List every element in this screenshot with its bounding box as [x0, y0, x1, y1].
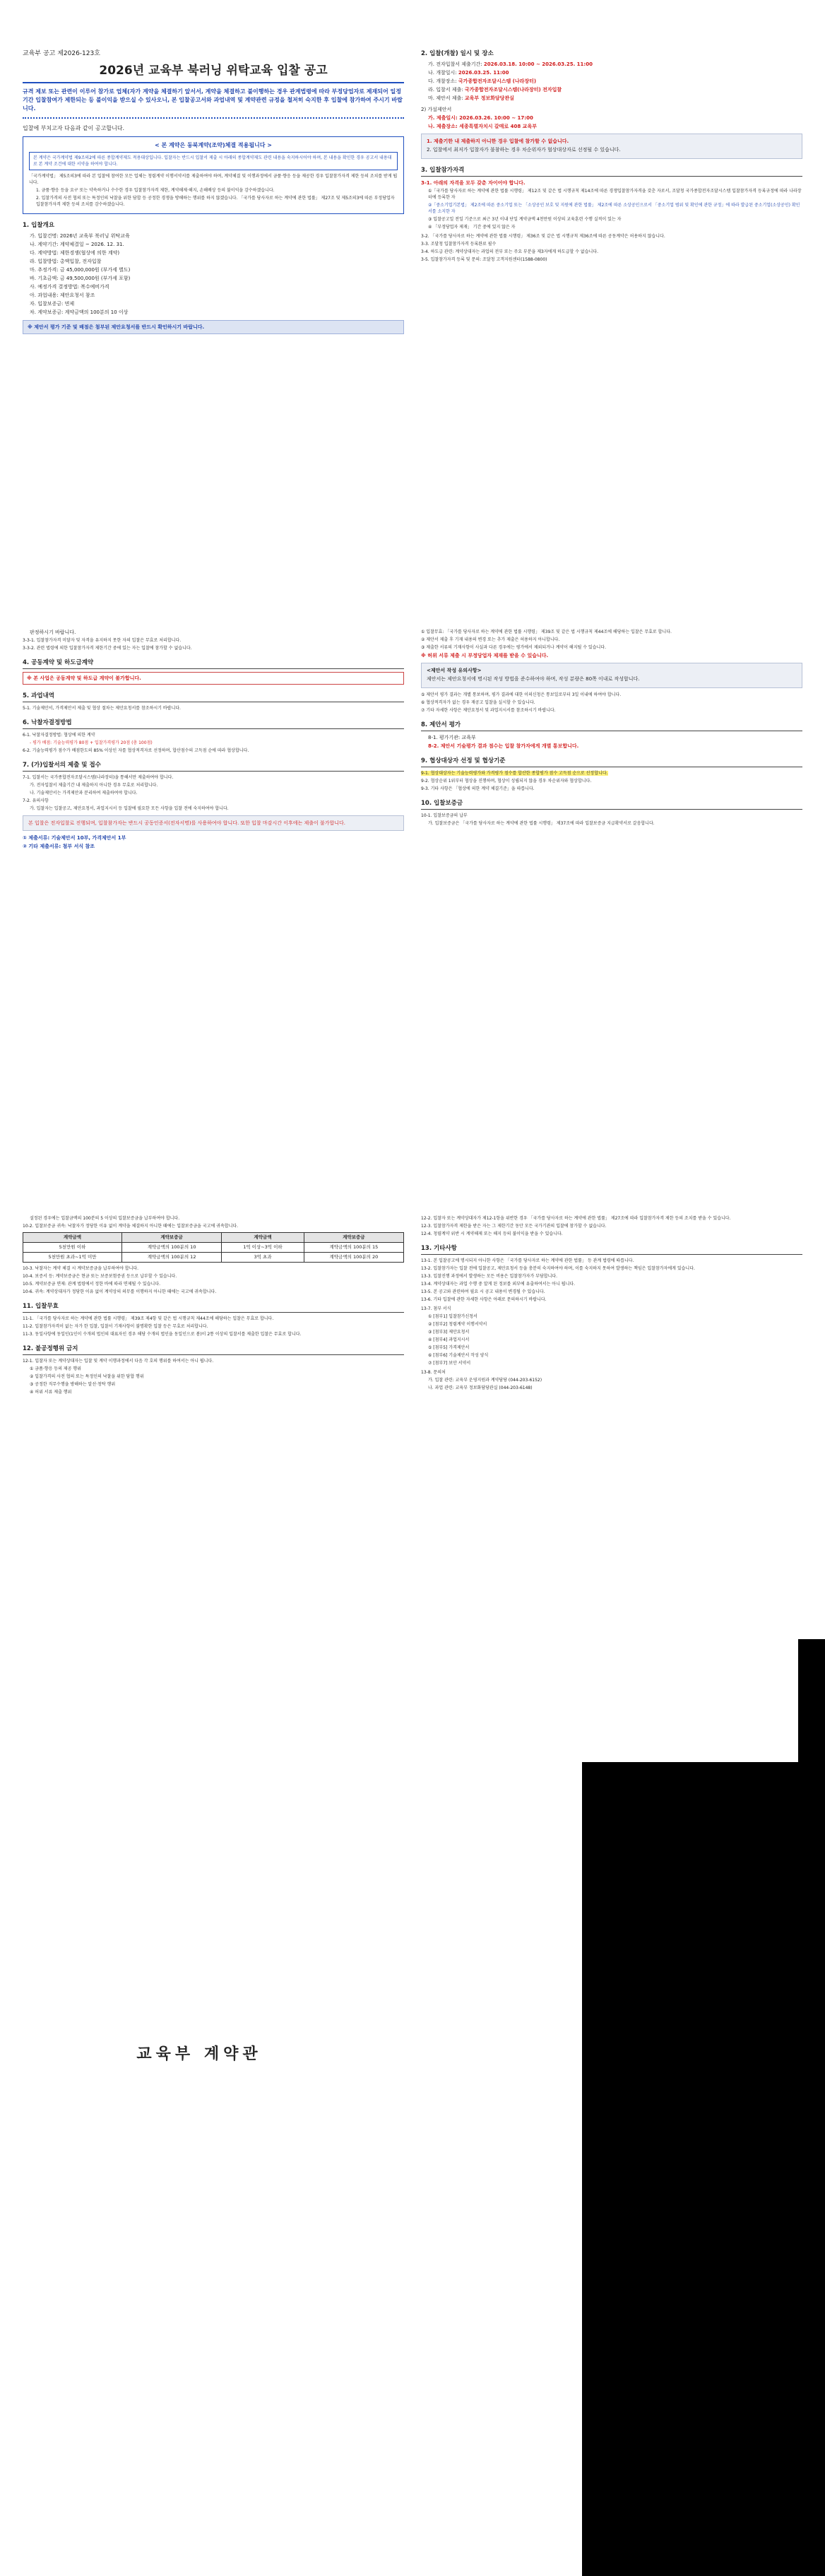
s1-row: 아. 과업내용: 제안요청서 참조	[30, 293, 95, 298]
attach-item: ⑤ [첨부5] 가격제안서	[428, 1345, 470, 1350]
page-6	[421, 1215, 802, 1724]
section-7-title: 7. (가)입찰서의 제출 및 접수	[23, 761, 404, 772]
s2-item-label: 가. 전자입찰서 제출기간	[428, 61, 481, 67]
s2-item: 가. 전자입찰서 제출기간: 2026.03.18. 10:00 ~ 2026.03.25. 11:00	[428, 61, 593, 67]
s2-item: 다. 개찰장소: 국가종합전자조달시스템 (나라장터)	[428, 78, 537, 84]
s13-item: 13-6. 기타 입찰에 관한 자세한 사항은 아래로 문의하시기 바랍니다.	[421, 1297, 547, 1302]
section-3-title: 3. 입찰참가자격	[421, 166, 802, 177]
attach-item: ② [첨부2] 청렴계약 이행서약서	[428, 1322, 487, 1327]
s11-3: 11-3. 동일사항에 동일인(1인이 수개의 법인의 대표자인 경우 해당 수개의 법인을 동일인으로 봄)이 2통 이상의 입찰서를 제출한 입찰은 무효로 합니다.	[23, 1332, 302, 1337]
attach-item: ① [첨부1] 입찰참가신청서	[428, 1314, 477, 1319]
s13-item: 13-1. 본 입찰공고에 명시되지 아니한 사항은 「국가를 당사자로 하는 계약에 관한 법률」 등 관계 법령에 따릅니다.	[421, 1258, 634, 1263]
p4-line: ② 제안서 제출 후 기재 내용의 변경 또는 추가 제출은 허용하지 아니합니다.	[421, 637, 560, 642]
p4-gray-text: 제안서는 제안요청서에 명시된 작성 방법을 준수하여야 하며, 작성 분량은 80쪽 이내로 작성합니다.	[427, 676, 640, 682]
table-cell: 1억 이상~3억 이하	[222, 1243, 304, 1253]
s13-item: 13-3. 입찰진행 과정에서 발생하는 모든 비용은 입찰참가자가 부담합니다.	[421, 1274, 558, 1279]
black-region	[798, 1639, 825, 1766]
p3-blue2: ② 기타 제출서류: 첨부 서식 참조	[23, 844, 95, 849]
s8-2: 8-2. 제안서 기술평가 결과 점수는 입찰 참가자에게 개별 통보합니다.	[428, 743, 579, 749]
s2-note: 1. 제출기한 내 제출하지 아니한 경우 입찰에 참가할 수 없습니다.	[427, 138, 569, 144]
s1-row: 라. 입찰방법: 총액입찰, 전자입찰	[30, 259, 102, 264]
s3-5: 3-5. 입찰참가자격 등록 및 문의: 조달청 고객지원센터(1588-0800)	[421, 257, 547, 262]
section-5-title: 5. 과업내역	[23, 692, 404, 702]
table-cell: 계약금액의 100분의 20	[304, 1253, 403, 1263]
attach-item: ⑥ [첨부6] 기술제안서 작성 양식	[428, 1353, 489, 1358]
s1-row: 나. 계약기간: 계약체결일 ~ 2026. 12. 31.	[30, 242, 124, 247]
table-header-cell: 계약보증금	[304, 1233, 403, 1243]
s2-item-value: 국가종합전자조달시스템(나라장터) 전자입찰	[464, 87, 562, 93]
table-cell: 5천만원 이하	[23, 1243, 122, 1253]
p3-shade-box	[23, 815, 404, 831]
s13-item: 13-2. 입찰참가자는 입찰 전에 입찰공고, 제안요청서 등을 충분히 숙지하여야 하며, 이를 숙지하지 못하여 발생하는 책임은 입찰참가자에게 있습니다.	[421, 1266, 695, 1271]
contact-line: 나. 과업 관련: 교육부 정보화담당관실 (044-203-6148)	[428, 1386, 533, 1390]
p5-l4: 10-4. 보증서 등: 계약보증금은 현금 또는 보증보험증권 등으로 납부할 수 있습니다.	[23, 1274, 177, 1279]
s1-row: 바. 기초금액: 금 49,500,000원 (부가세 포함)	[30, 276, 131, 281]
section-1-list	[23, 232, 404, 316]
notice-title: 2026년 교육부 북러닝 위탁교육 입찰 공고	[99, 64, 328, 78]
s2-sub-item: 나. 제출장소: 세종특별자치시 갈매로 408 교육부	[428, 124, 537, 129]
table-header-cell: 계약금액	[23, 1233, 122, 1243]
page-1	[23, 49, 404, 558]
p5-l6: 10-6. 귀속: 계약상대자가 정당한 이유 없이 계약상의 의무를 이행하지 아니한 때에는 국고에 귀속합니다.	[23, 1289, 217, 1294]
intro-text: 규격 제보 또는 관련이 이루어 참가로 업체(자가 계약을 체결하기 앞서서, 계약을 체결하고 불이행하는 경우 관계법령에 따라 부정당업자로 제재되어 일정기간 입찰참여가 제한되는 등 불이익을 받으실 수 있사오니, 본 입찰공고서와 과업내역 및 계약관련 규정을 철저히 숙지한 후 입찰에 참가하여 주시기 바랍니다.	[23, 88, 403, 112]
notice-box-line1: 본 계약은 국가계약법 제9조의2에 따른 종합계약제도 적용대상입니다. 입찰자는 반드시 입찰서 제출 시 아래의 종합계약제도 관련 내용을 숙지하시어야 하며, 본 내용을 확인한 경우 공고서 내용대로 본 계약 조건에 대한 서약을 하여야 합니다.	[29, 152, 398, 170]
s12-item: ① 금품·향응 등의 제공 행위	[30, 1366, 81, 1371]
p4-item: ⑥ 협상적격자가 없는 경우 재공고 입찰을 실시할 수 있습니다.	[421, 700, 535, 705]
s1-row: 다. 계약방법: 제한경쟁(협상에 의한 계약)	[30, 250, 120, 256]
p3-blue1: ① 제출서류: 기술제안서 10부, 가격제안서 1부	[23, 835, 126, 841]
table-header-cell: 계약금액	[222, 1233, 304, 1243]
table-cell: 계약금액의 100분의 15	[304, 1243, 403, 1253]
s7-2a: 가. 입찰자는 입찰공고, 제안요청서, 과업지시서 등 입찰에 필요한 모든 사항을 입찰 전에 숙지하여야 합니다.	[30, 806, 229, 811]
table-cell: 계약금액의 100분의 12	[121, 1253, 221, 1263]
section-11-title: 11. 입찰무효	[23, 1302, 404, 1313]
p6-l2: 12-3. 입찰참가자격 제한을 받은 자는 그 제한기간 동안 모든 국가기관의 입찰에 참가할 수 없습니다.	[421, 1224, 607, 1229]
s2-sub-title: 2) 가설제안서	[421, 107, 452, 112]
intro-divider	[23, 117, 404, 119]
s3-lead: 3-1. 아래의 자격을 모두 갖춘 자이어야 합니다.	[421, 180, 526, 186]
section-12-title: 12. 불공정행위 금지	[23, 1345, 404, 1355]
s10-1a: 가. 입찰보증금은 「국가를 당사자로 하는 계약에 관한 법률 시행령」 제37조에 따라 입찰보증금 지급확약서로 갈음합니다.	[428, 821, 655, 826]
page-3	[23, 629, 404, 1123]
s3-item: ④ 「부정당업자 제재」 기간 중에 있지 않은 자	[428, 225, 516, 230]
s3-2: 3-2. 「국가를 당사자로 하는 계약에 관한 법률 시행령」 제36조 및 같은 법 시행규칙 제36조에 따른 공동계약은 허용하지 않습니다.	[421, 234, 665, 239]
s3-item: ②「중소기업기본법」 제2조에 따른 중소기업 또는 「소상공인 보호 및 지원에 관한 법률」 제2조에 따른 소상공인으로서 「중소기업 범위 및 확인에 관한 규정」에 따라 발급된 중소기업(소상공인) 확인서를 소지한 자	[428, 203, 800, 214]
s1-row: 마. 추정가격: 금 45,000,000원 (부가세 별도)	[30, 267, 131, 273]
contracting-officer-signature: 교육부 계약관	[136, 2045, 262, 2063]
section-6-title: 6. 낙찰자결정방법	[23, 719, 404, 729]
page-5	[23, 1215, 404, 1724]
p6-l1: 12-2. 입찰자 또는 계약상대자가 제12-1항을 위반한 경우 「국가를 당사자로 하는 계약에 관한 법률」 제27조에 따라 입찰참가자격 제한 등의 조치를 받을 수 있습니다.	[421, 1216, 731, 1221]
p5-l5: 10-5. 계약보증금 면제: 관계 법령에서 정한 바에 따라 면제될 수 있습니다.	[23, 1282, 161, 1287]
s9-3: 9-3. 기타 사항은 「협상에 의한 계약 체결기준」을 따릅니다.	[421, 786, 535, 791]
notice-box-title: < 본 계약은 동북계약(조약)체결 적용됩니다 >	[154, 142, 273, 148]
s11-1: 11-1. 「국가를 당사자로 하는 계약에 관한 법률 시행령」 제39조 제4항 및 같은 법 시행규칙 제44조에 해당하는 입찰은 무효로 합니다.	[23, 1316, 274, 1321]
s6-1: 6-1. 낙찰자결정방법: 협상에 의한 계약	[23, 733, 95, 738]
s2-item-label: 마. 제안서 제출	[428, 95, 462, 101]
p6-l3: 12-4. 청렴계약 위반 시 계약해제 또는 해지 등의 불이익을 받을 수 있습니다.	[421, 1231, 563, 1236]
s9-1	[421, 770, 802, 776]
s2-item-value: 2026.03.25. 11:00	[458, 70, 509, 76]
section-2-list	[421, 61, 802, 102]
table-row	[23, 1243, 404, 1253]
section-8-title: 8. 제안서 평가	[421, 721, 802, 731]
s2-item-label: 나. 개찰일시	[428, 70, 456, 76]
notice-box-item2: 2. 입찰가격의 사전 협의 또는 특정인의 낙찰을 위한 담합 등 공정한 경쟁을 방해하는 행위를 하지 않겠습니다. 「국가를 당사자로 하는 계약에 관한 법률」 제27조 및 제5조의3에 따른 부정당업자 입찰참가자격 제한 등의 조치를 감수하겠습니다.	[36, 196, 395, 207]
black-region	[582, 1762, 825, 2576]
page-4	[421, 629, 802, 1123]
p4-item: ⑦ 기타 자세한 사항은 제안요청서 및 과업지시서를 참조하시기 바랍니다.	[421, 708, 556, 713]
contact-title: 13-8. 문의처	[421, 1370, 446, 1375]
p4-line: ③ 제출한 서류의 기재사항이 사실과 다른 경우에는 평가에서 제외되거나 계약이 해지될 수 있습니다.	[421, 645, 607, 650]
section-9-title: 9. 협상대상자 선정 및 협상기준	[421, 757, 802, 767]
s1-row: 자. 입찰보증금: 면제	[30, 301, 75, 307]
s3-list	[421, 188, 802, 230]
notice-box-item1: 1. 금품·향응 등을 요구 또는 약속하거나 수수한 경우 입찰참가자격 제한, 계약해제·해지, 손해배상 등의 불이익을 감수하겠습니다.	[36, 188, 275, 193]
section-4-note: ※ 본 사업은 공동계약 및 하도급 계약이 불가합니다.	[23, 672, 404, 685]
table-row	[23, 1253, 404, 1263]
p5-top: 설정된 경우에는 입찰금액의 100분의 5 이상의 입찰보증금을 납부하여야 합니다.	[30, 1216, 180, 1221]
p3-c2: 3-3-2. 관련 법령에 의한 입찰참가자격 제한기간 중에 있는 자는 입찰에 참가할 수 없습니다.	[23, 646, 192, 651]
p3-continued: 판정하시기 바랍니다.	[30, 630, 76, 635]
s12-item: ④ 허위 서류 제출 행위	[30, 1390, 72, 1395]
p4-line: ① 입찰무효: 「국가를 당사자로 하는 계약에 관한 법률 시행령」 제39조 및 같은 법 시행규칙 제44조에 해당하는 입찰은 무효로 합니다.	[421, 630, 672, 634]
attach-item: ④ [첨부4] 과업지시서	[428, 1337, 470, 1342]
attach-item: ⑦ [첨부7] 보안 서약서	[428, 1361, 471, 1366]
section-13-title: 13. 기타사항	[421, 1244, 802, 1255]
attach-item: ③ [첨부3] 제안요청서	[428, 1330, 470, 1335]
s3-4: 3-4. 하도급 관련: 계약상대자는 과업의 전부 또는 주요 부분을 제3자에게 하도급할 수 없습니다.	[421, 249, 598, 254]
page-2	[421, 49, 802, 558]
s9-2: 9-2. 협상순위 1위부터 협상을 진행하며, 협상이 성립되지 않을 경우 차순위자와 협상합니다.	[421, 779, 592, 784]
contact-line: 가. 입찰 관련: 교육부 운영지원과 계약담당 (044-203-6152)	[428, 1378, 542, 1383]
p4-red-line: ※ 허위 서류 제출 시 부정당업자 제재를 받을 수 있습니다.	[421, 653, 549, 658]
table-cell: 5천만원 초과~1억 미만	[23, 1253, 122, 1263]
s1-row: 가. 입찰건명: 2026년 교육부 북러닝 위탁교육	[30, 233, 130, 239]
section-2-title: 2. 입찰(개찰) 일시 및 장소	[421, 50, 494, 57]
s9-1-text: 9-1. 협상대상자는 기술능력평가와 가격평가 점수를 합산한 종합평가 점수 고득점 순으로 선정합니다.	[421, 771, 608, 776]
s1-row: 사. 예정가격 결정방법: 복수예비가격	[30, 284, 109, 290]
p4-gray-box	[421, 663, 802, 688]
s12-item: ② 입찰가격의 사전 협의 또는 특정인의 낙찰을 위한 담합 행위	[30, 1374, 144, 1379]
s3-item: ①「국가를 당사자로 하는 계약에 관한 법률 시행령」 제12조 및 같은 법 시행규칙 제14조에 따른 경쟁입찰참가자격을 갖춘 자로서, 조달청 국가종합전자조달시스템 입찰참가자격 등록규정에 따라 나라장터에 등록한 자	[428, 189, 802, 200]
notice-box-line2: 「국가계약법」 제5조의3에 따라 본 입찰에 참여한 모든 업체는 청렴계약 이행서약서를 제출하여야 하며, 계약체결 및 이행과정에서 금품·향응 등을 제공한 경우 입찰참가자격 제한 등의 조치를 받게 됩니다.	[29, 174, 398, 185]
s7-1: 7-1. 입찰서는 국가종합전자조달시스템(나라장터)을 통해서만 제출하여야 합니다.	[23, 775, 174, 780]
s7-1a: 가. 전자입찰서 제출기간 내 제출하지 아니한 경우 무효로 처리합니다.	[30, 783, 158, 788]
s6-2: 6-2. 기술능력평가 점수가 배점한도의 85% 이상인 자를 협상적격자로 선정하며, 합산점수의 고득점 순에 따라 협상합니다.	[23, 748, 249, 753]
s2-item-label: 라. 입찰서 제출	[428, 87, 462, 93]
s3-3: 3-3. 조달청 입찰참가자격 등록완료 필수	[421, 242, 497, 247]
s2-item: 라. 입찰서 제출: 국가종합전자조달시스템(나라장터) 전자입찰	[428, 87, 562, 93]
s8-1: 8-1. 평가기관: 교육부	[428, 735, 476, 740]
deposit-table-header	[23, 1233, 404, 1243]
s13-item: 13-5. 본 공고와 관련하여 필요 시 공고 내용이 변경될 수 있습니다.	[421, 1289, 545, 1294]
table-header-cell: 계약보증금	[121, 1233, 221, 1243]
attach-title: 13-7. 첨부 서식	[421, 1306, 451, 1311]
s2-item-value: 2026.03.18. 10:00 ~ 2026.03.25. 11:00	[483, 61, 593, 67]
notice-number: 교육부 공고 제2026-123호	[23, 50, 100, 57]
p5-l3: 10-3. 낙찰자는 계약 체결 시 계약보증금을 납부하여야 합니다.	[23, 1266, 139, 1271]
s2-item: 마. 제안서 제출: 교육부 정보화담당관실	[428, 95, 514, 101]
deposit-table	[23, 1232, 404, 1263]
section-1-note: ※ 제안서 평가 기준 및 배점은 첨부된 제안요청서를 반드시 확인하시기 바랍니다.	[23, 320, 404, 334]
p3-shade-text: 본 입찰은 전자입찰로 진행되며, 입찰참가자는 반드시 공동인증서(전자서명)를 사용하여야 합니다. 또한 입찰 마감시간 이후에는 제출이 불가합니다.	[28, 820, 346, 826]
s12-item: ③ 공정한 직무수행을 방해하는 알선·청탁 행위	[30, 1382, 116, 1387]
s6-1a: - 평가 배점: 기술능력평가 80점 + 입찰가격평가 20점 (총 100점)	[30, 740, 153, 745]
p3-c1: 3-3-1. 입찰참가자격 미달자 및 자격을 유지하지 못한 자의 입찰은 무효로 처리합니다.	[23, 638, 182, 643]
s2-note2: 2. 입찰에서 최저가 입찰자가 불참하는 경우 차순위자가 협상대상자로 선정될 수 있습니다.	[427, 147, 621, 153]
subintro-text: 입찰에 부치고자 다음과 같이 공고합니다.	[23, 125, 125, 131]
s7-1b: 나. 기술제안서는 가격제안과 분리하여 제출하여야 합니다.	[30, 791, 138, 796]
s2-item: 나. 개찰일시: 2026.03.25. 11:00	[428, 70, 509, 76]
s2-sub-item: 가. 제출일시: 2026.03.26. 10:00 ~ 17:00	[428, 115, 533, 121]
p5-l2: 10-2. 입찰보증금 귀속: 낙찰자가 정당한 이유 없이 계약을 체결하지 아니한 때에는 입찰보증금을 국고에 귀속합니다.	[23, 1224, 239, 1229]
title-rule	[23, 82, 404, 83]
s2-item-value: 교육부 정보화담당관실	[464, 95, 514, 101]
s2-item-value: 국가종합전자조달시스템 (나라장터)	[458, 78, 537, 84]
contract-notice-box	[23, 136, 404, 214]
p4-item: ⑤ 제안서 평가 결과는 개별 통보하며, 평가 결과에 대한 이의신청은 통보일로부터 3일 이내에 하여야 합니다.	[421, 692, 622, 697]
table-cell: 계약금액의 100분의 10	[121, 1243, 221, 1253]
section-4-title: 4. 공동계약 및 하도급계약	[23, 658, 404, 669]
table-cell: 3억 초과	[222, 1253, 304, 1263]
s7-2: 7-2. 유의사항	[23, 798, 49, 803]
s11-2: 11-2. 입찰참가자격이 없는 자가 한 입찰, 입찰서 기재사항이 불명확한 입찰 등은 무효로 처리합니다.	[23, 1324, 208, 1329]
s12-1: 12-1. 입찰자 또는 계약상대자는 입찰 및 계약 이행과정에서 다음 각 호의 행위를 하여서는 아니 됩니다.	[23, 1359, 214, 1364]
section-10-title: 10. 입찰보증금	[421, 799, 802, 810]
s13-item: 13-4. 계약상대자는 과업 수행 중 알게 된 정보를 외부에 유출하여서는 아니 됩니다.	[421, 1282, 576, 1287]
section-1-title: 1. 입찰개요	[23, 222, 54, 229]
s2-note-box	[421, 134, 802, 159]
s3-item: ③ 입찰공고일 전일 기준으로 최근 3년 이내 단일 계약금액 4천만원 이상의 교육훈련 수행 실적이 있는 자	[428, 217, 622, 222]
s2-sub-list	[421, 114, 802, 130]
p4-gray-title: <제안서 작성 유의사항>	[427, 668, 482, 673]
s5-1: 5-1. 기술제안서, 가격제안서 제출 및 협상 절차는 제안요청서를 참조하시기 바랍니다.	[23, 706, 181, 711]
s2-item-label: 다. 개찰장소	[428, 78, 456, 84]
s1-row: 차. 계약보증금: 계약금액의 100분의 10 이상	[30, 309, 129, 315]
s10-1: 10-1. 입찰보증금의 납부	[421, 813, 468, 818]
